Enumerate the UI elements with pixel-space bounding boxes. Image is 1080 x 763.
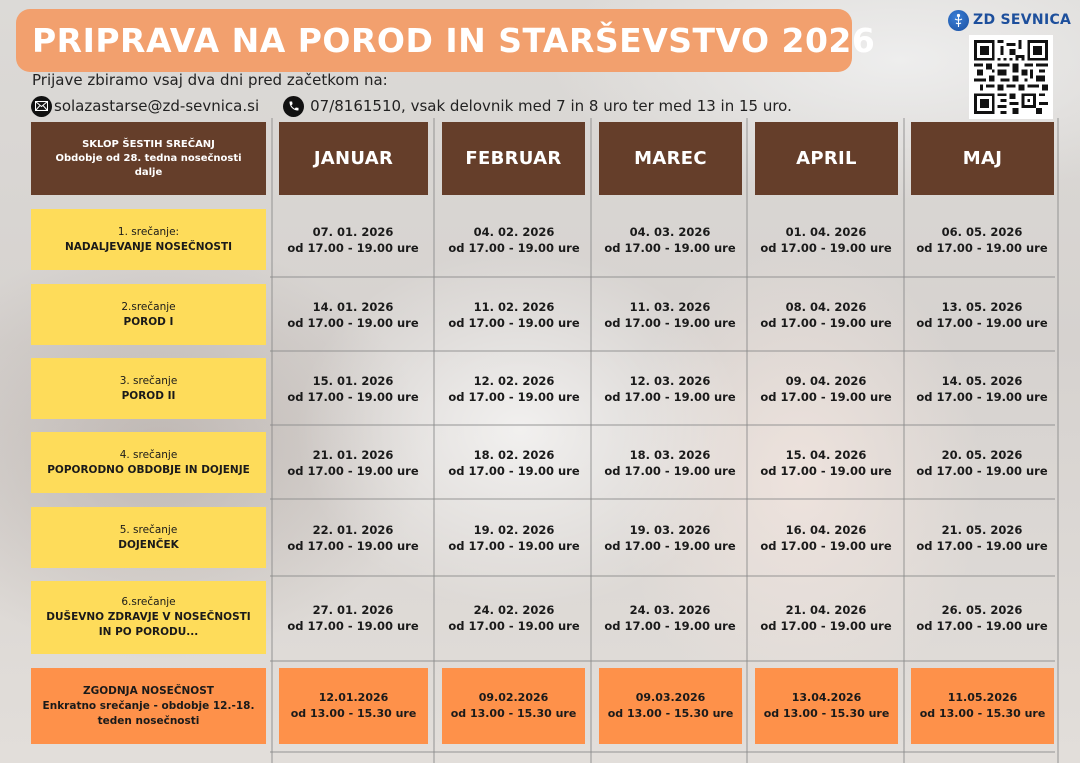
session-date: 12. 03. 2026 bbox=[629, 373, 711, 388]
date-cell bbox=[278, 358, 428, 419]
session-label-1 bbox=[31, 209, 266, 270]
date-cell bbox=[439, 507, 589, 568]
early-time: od 13.00 - 15.30 ure bbox=[450, 707, 577, 720]
grid-line bbox=[270, 424, 1055, 426]
session-date: 04. 02. 2026 bbox=[473, 224, 555, 239]
date-cell bbox=[439, 358, 589, 419]
session-time: od 17.00 - 19.00 ure bbox=[448, 538, 580, 553]
series-period-cont: dalje bbox=[134, 166, 163, 178]
session-date: 21. 04. 2026 bbox=[785, 602, 867, 617]
early-date: 12.01.2026 bbox=[318, 691, 389, 704]
early-time: od 13.00 - 15.30 ure bbox=[290, 707, 417, 720]
session-time: od 17.00 - 19.00 ure bbox=[604, 538, 736, 553]
session-title: NADALJEVANJE NOSEČNOSTI bbox=[64, 240, 233, 253]
grid-line bbox=[271, 118, 273, 763]
date-cell bbox=[439, 284, 589, 345]
session-label-5 bbox=[31, 507, 266, 568]
session-time: od 17.00 - 19.00 ure bbox=[604, 618, 736, 633]
early-desc: Enkratno srečanje - obdobje 12.-18. bbox=[42, 699, 255, 712]
session-date: 19. 03. 2026 bbox=[629, 522, 711, 537]
date-cell bbox=[278, 507, 428, 568]
date-cell bbox=[439, 209, 589, 270]
session-number: 2.srečanje bbox=[121, 300, 176, 313]
session-time: od 17.00 - 19.00 ure bbox=[448, 240, 580, 255]
grid-line bbox=[270, 276, 1055, 278]
date-cell bbox=[751, 209, 901, 270]
series-header bbox=[31, 122, 266, 195]
session-title: POROD II bbox=[121, 389, 176, 402]
session-time: od 17.00 - 19.00 ure bbox=[448, 389, 580, 404]
session-time: od 17.00 - 19.00 ure bbox=[287, 618, 419, 633]
series-period: Obdobje od 28. tedna nosečnosti bbox=[55, 152, 242, 164]
date-cell bbox=[595, 581, 745, 654]
session-time: od 17.00 - 19.00 ure bbox=[448, 618, 580, 633]
date-cell bbox=[278, 581, 428, 654]
early-date: 11.05.2026 bbox=[947, 691, 1018, 704]
session-date: 19. 02. 2026 bbox=[473, 522, 555, 537]
session-time: od 17.00 - 19.00 ure bbox=[604, 463, 736, 478]
session-title: DOJENČEK bbox=[118, 538, 179, 551]
session-date: 22. 01. 2026 bbox=[312, 522, 394, 537]
session-time: od 17.00 - 19.00 ure bbox=[287, 315, 419, 330]
early-date-cell bbox=[911, 668, 1054, 744]
session-date: 21. 01. 2026 bbox=[312, 447, 394, 462]
series-title: SKLOP ŠESTIH SREČANJ bbox=[82, 138, 215, 150]
session-title: DUŠEVNO ZDRAVJE V NOSEČNOSTI bbox=[46, 611, 251, 623]
date-cell bbox=[439, 581, 589, 654]
session-time: od 17.00 - 19.00 ure bbox=[916, 538, 1048, 553]
date-cell bbox=[439, 432, 589, 493]
grid-line bbox=[270, 498, 1055, 500]
session-time: od 17.00 - 19.00 ure bbox=[916, 463, 1048, 478]
session-date: 18. 03. 2026 bbox=[629, 447, 711, 462]
session-label-2 bbox=[31, 284, 266, 345]
session-time: od 17.00 - 19.00 ure bbox=[916, 618, 1048, 633]
date-cell bbox=[595, 507, 745, 568]
session-time: od 17.00 - 19.00 ure bbox=[287, 463, 419, 478]
early-title: ZGODNJA NOSEČNOST bbox=[83, 684, 214, 697]
session-number: 5. srečanje bbox=[119, 523, 178, 536]
early-time: od 13.00 - 15.30 ure bbox=[607, 707, 734, 720]
grid-line bbox=[270, 751, 1055, 753]
session-date: 24. 02. 2026 bbox=[473, 602, 555, 617]
early-date-cell bbox=[442, 668, 585, 744]
session-time: od 17.00 - 19.00 ure bbox=[916, 315, 1048, 330]
session-time: od 17.00 - 19.00 ure bbox=[604, 315, 736, 330]
session-date: 15. 01. 2026 bbox=[312, 373, 394, 388]
session-time: od 17.00 - 19.00 ure bbox=[287, 538, 419, 553]
date-cell bbox=[751, 432, 901, 493]
session-label-3 bbox=[31, 358, 266, 419]
early-date: 13.04.2026 bbox=[791, 691, 862, 704]
session-time: od 17.00 - 19.00 ure bbox=[916, 240, 1048, 255]
month-header-marec: MAREC bbox=[599, 122, 742, 195]
early-date-cell bbox=[599, 668, 742, 744]
session-date: 12. 02. 2026 bbox=[473, 373, 555, 388]
session-date: 06. 05. 2026 bbox=[941, 224, 1023, 239]
date-cell bbox=[595, 358, 745, 419]
session-date: 11. 02. 2026 bbox=[473, 299, 555, 314]
early-desc-cont: teden nosečnosti bbox=[97, 714, 200, 727]
session-date: 27. 01. 2026 bbox=[312, 602, 394, 617]
session-time: od 17.00 - 19.00 ure bbox=[760, 463, 892, 478]
grid-line bbox=[270, 575, 1055, 577]
session-time: od 17.00 - 19.00 ure bbox=[604, 240, 736, 255]
logo-text: ZD SEVNICA bbox=[973, 12, 1072, 28]
grid-line bbox=[433, 118, 435, 763]
session-date: 24. 03. 2026 bbox=[629, 602, 711, 617]
session-number: 6.srečanje bbox=[121, 596, 176, 608]
early-date-cell bbox=[279, 668, 428, 744]
early-date: 09.03.2026 bbox=[635, 691, 706, 704]
contact-row bbox=[31, 95, 792, 117]
session-label-6 bbox=[31, 581, 266, 654]
page-title: PRIPRAVA NA POROD IN STARŠEVSTVO 2026 bbox=[32, 21, 876, 60]
date-cell bbox=[278, 432, 428, 493]
session-date: 04. 03. 2026 bbox=[629, 224, 711, 239]
session-title: POPORODNO OBDOBJE IN DOJENJE bbox=[47, 463, 250, 476]
early-time: od 13.00 - 15.30 ure bbox=[763, 707, 890, 720]
zd-sevnica-logo bbox=[948, 9, 1071, 31]
session-date: 01. 04. 2026 bbox=[785, 224, 867, 239]
early-date: 09.02.2026 bbox=[478, 691, 549, 704]
date-cell bbox=[907, 209, 1057, 270]
date-cell bbox=[751, 507, 901, 568]
early-date-cell bbox=[755, 668, 898, 744]
session-time: od 17.00 - 19.00 ure bbox=[287, 240, 419, 255]
date-cell bbox=[595, 432, 745, 493]
month-header-januar: JANUAR bbox=[279, 122, 428, 195]
early-time: od 13.00 - 15.30 ure bbox=[919, 707, 1046, 720]
date-cell bbox=[907, 507, 1057, 568]
session-time: od 17.00 - 19.00 ure bbox=[448, 315, 580, 330]
session-time: od 17.00 - 19.00 ure bbox=[760, 389, 892, 404]
date-cell bbox=[278, 284, 428, 345]
title-banner bbox=[16, 9, 876, 72]
email-link[interactable]: solazastarse@zd-sevnica.si bbox=[54, 97, 260, 115]
session-date: 26. 05. 2026 bbox=[941, 602, 1023, 617]
session-label-4 bbox=[31, 432, 266, 493]
date-cell bbox=[595, 284, 745, 345]
session-date: 09. 04. 2026 bbox=[785, 373, 867, 388]
session-date: 15. 04. 2026 bbox=[785, 447, 867, 462]
session-date: 18. 02. 2026 bbox=[473, 447, 555, 462]
session-time: od 17.00 - 19.00 ure bbox=[760, 315, 892, 330]
date-cell bbox=[595, 209, 745, 270]
session-date: 11. 03. 2026 bbox=[629, 299, 711, 314]
date-cell bbox=[751, 284, 901, 345]
session-time: od 17.00 - 19.00 ure bbox=[760, 618, 892, 633]
session-date: 08. 04. 2026 bbox=[785, 299, 867, 314]
date-cell bbox=[751, 358, 901, 419]
grid-line bbox=[903, 118, 905, 763]
session-date: 14. 01. 2026 bbox=[312, 299, 394, 314]
date-cell bbox=[907, 432, 1057, 493]
session-title-cont: IN PO PORODU... bbox=[98, 626, 199, 638]
phone-icon bbox=[283, 96, 304, 117]
session-time: od 17.00 - 19.00 ure bbox=[448, 463, 580, 478]
session-time: od 17.00 - 19.00 ure bbox=[604, 389, 736, 404]
date-cell bbox=[907, 581, 1057, 654]
session-date: 21. 05. 2026 bbox=[941, 522, 1023, 537]
session-time: od 17.00 - 19.00 ure bbox=[916, 389, 1048, 404]
date-cell bbox=[278, 209, 428, 270]
month-header-februar: FEBRUAR bbox=[442, 122, 585, 195]
phone-info: 07/8161510, vsak delovnik med 7 in 8 uro ter med 13 in 15 uro. bbox=[310, 97, 792, 115]
date-cell bbox=[751, 581, 901, 654]
month-header-april: APRIL bbox=[755, 122, 898, 195]
early-pregnancy-label bbox=[31, 668, 266, 744]
session-number: 4. srečanje bbox=[119, 448, 178, 461]
session-date: 14. 05. 2026 bbox=[941, 373, 1023, 388]
session-title: POROD I bbox=[123, 315, 174, 328]
session-number: 1. srečanje: bbox=[117, 225, 180, 238]
session-time: od 17.00 - 19.00 ure bbox=[760, 240, 892, 255]
session-number: 3. srečanje bbox=[119, 374, 178, 387]
grid-line bbox=[746, 118, 748, 763]
session-time: od 17.00 - 19.00 ure bbox=[287, 389, 419, 404]
grid-line bbox=[590, 118, 592, 763]
logo-mark-icon bbox=[948, 10, 969, 31]
session-time: od 17.00 - 19.00 ure bbox=[760, 538, 892, 553]
qr-code[interactable] bbox=[969, 35, 1053, 119]
month-header-maj: MAJ bbox=[911, 122, 1054, 195]
session-date: 07. 01. 2026 bbox=[312, 224, 394, 239]
grid-line bbox=[270, 350, 1055, 352]
session-date: 20. 05. 2026 bbox=[941, 447, 1023, 462]
session-date: 16. 04. 2026 bbox=[785, 522, 867, 537]
grid-line bbox=[1057, 118, 1059, 763]
envelope-icon bbox=[31, 96, 52, 117]
grid-line bbox=[270, 660, 1055, 662]
date-cell bbox=[907, 358, 1057, 419]
date-cell bbox=[907, 284, 1057, 345]
registration-intro: Prijave zbiramo vsaj dva dni pred začetkom na: bbox=[32, 71, 388, 89]
session-date: 13. 05. 2026 bbox=[941, 299, 1023, 314]
